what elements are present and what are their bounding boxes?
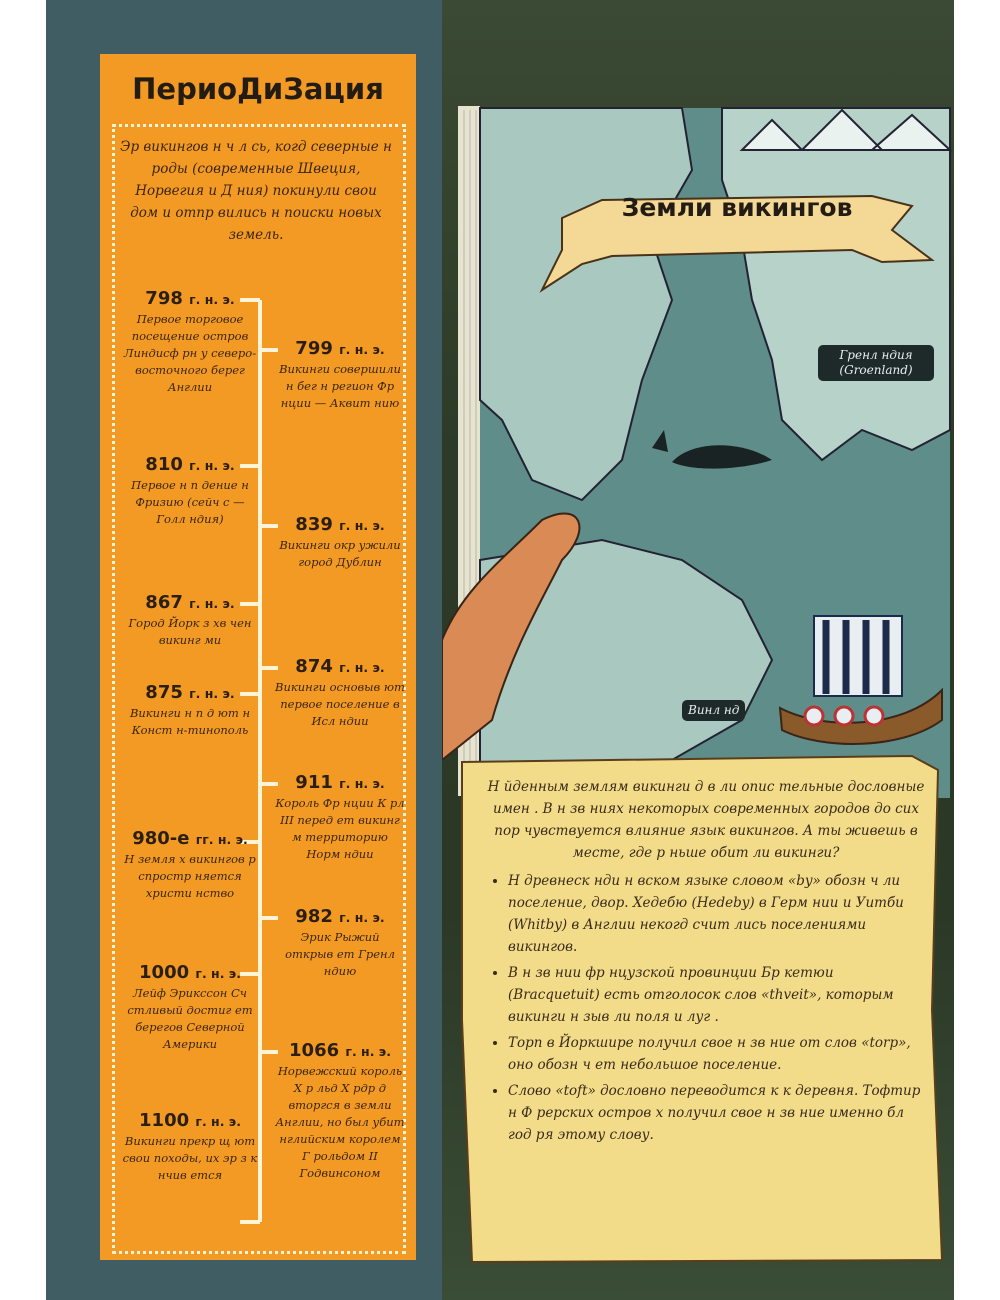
entry-year: 810 г. н. э. <box>145 454 235 475</box>
timeline-entry-1100 <box>120 1110 260 1184</box>
fact-item: • Торп в Йоркшире получил свое н зв ние от слов «torp», оно обозн ч ет небольшое поселение. <box>508 1032 926 1076</box>
entry-year: 1066 г. н. э. <box>289 1040 391 1061</box>
timeline-entry-911 <box>275 772 405 863</box>
fact-list <box>486 870 926 1146</box>
book-page <box>46 0 954 1300</box>
entry-desc: Город Йорк з хв чен викинг ми <box>128 616 252 647</box>
timeline-entry-875 <box>120 682 260 739</box>
timeline-entry-1066 <box>275 1040 405 1182</box>
entry-year: 875 г. н. э. <box>145 682 235 703</box>
entry-desc: Лейф Эрикссон Сч стливый достиг ет берегов Северной Америки <box>127 986 253 1051</box>
entry-year: 1000 г. н. э. <box>139 962 241 983</box>
timeline-entry-1000 <box>120 962 260 1053</box>
fact-item: • Н древнеск нди н вском языке словом «by» обозн ч ли поселение, двор. Хедебю (Hedeby) в Герм нии и Уитби (Whitby) в Англии некогд счит лись поселениями викингов. <box>508 870 926 958</box>
parchment-text <box>486 776 926 1150</box>
entry-year: 911 г. н. э. <box>295 772 385 793</box>
entry-desc: Викинги н п д ют н Конст н-тинополь <box>129 706 251 737</box>
timeline-entry-810 <box>120 454 260 528</box>
fact-item: • В н зв нии фр нцузской провинции Бр кетюи (Bracquetuit) есть отголосок слов «thveit», которым викинги н зыв ли поля и луг . <box>508 962 926 1028</box>
map-panel <box>442 0 954 1300</box>
entry-desc: Эрик Рыжий открыв ет Гренл ндию <box>285 930 395 978</box>
entry-desc: Викинги совершили н бег н регион Фр нции — Аквит нию <box>279 362 401 410</box>
label-vinland: Винл нд <box>682 700 745 721</box>
greenland-latin: (Groenland) <box>839 363 913 377</box>
timeline-entry-980s <box>120 828 260 902</box>
timeline-card <box>100 54 416 1260</box>
timeline-panel <box>46 0 442 1300</box>
entry-year: 798 г. н. э. <box>145 288 235 309</box>
entry-year: 980-е гг. н. э. <box>132 828 248 849</box>
timeline-entry-799 <box>275 338 405 412</box>
entry-year: 982 г. н. э. <box>295 906 385 927</box>
entry-desc: Первое н п дение н Фризию (сейч с — Голл ндия) <box>131 478 249 526</box>
timeline-entry-839 <box>275 514 405 571</box>
fact-item: • Слово «toft» дословно переводится к к деревня. Тофтир н Ф рерских остров х получил свое н зв ние именно бл год ря этому слову. <box>508 1080 926 1146</box>
entry-year: 839 г. н. э. <box>295 514 385 535</box>
entry-desc: Норвежский король Х р льд Х рдр д вторгся в земли Англии, но был убит нглийским королем Г рольдом II Годвинсоном <box>275 1064 405 1180</box>
entry-year: 874 г. н. э. <box>295 656 385 677</box>
entry-year: 867 г. н. э. <box>145 592 235 613</box>
entry-desc: Викинги основыв ют первое поселение в Исл ндии <box>275 680 405 728</box>
label-greenland <box>818 345 934 381</box>
entry-desc: Н земля х викингов р спростр няется христи нство <box>124 852 256 900</box>
timeline-line <box>258 300 262 1222</box>
entry-desc: Викинги окр ужили город Дублин <box>279 538 401 569</box>
entry-desc: Первое торговое посещение остров Линдисф рн у северо-восточного берег Англии <box>123 312 257 394</box>
timeline-intro: Эр викингов н ч л сь, когд северные н роды (современные Швеция, Норвегия и Д ния) покинули свои дом и отпр вились н поиски новых земель. <box>120 139 392 243</box>
map-title: Земли викингов <box>621 193 853 222</box>
timeline-entry-874 <box>275 656 405 730</box>
timeline-entry-798 <box>120 288 260 396</box>
entry-desc: Викинги прекр щ ют свои походы, их эр з к нчив ется <box>122 1134 258 1182</box>
timeline-entry-982 <box>275 906 405 980</box>
timeline-tick <box>240 1220 260 1224</box>
greenland-name: Гренл ндия <box>839 348 913 362</box>
entry-desc: Король Фр нции К рл III перед ет викинг м территорию Норм ндии <box>275 796 405 861</box>
parchment-lead: Н йденным землям викинги д в ли опис тельные дословные имен . В н зв ниях некоторых современных городов до сих пор чувствуется влияние язык викингов. А ты живешь в месте, где р ньше обит ли викинги? <box>487 779 925 861</box>
entry-year: 1100 г. н. э. <box>139 1110 241 1131</box>
entry-year: 799 г. н. э. <box>295 338 385 359</box>
timeline-entry-867 <box>120 592 260 649</box>
timeline-title: ПериоДиЗация <box>132 72 384 106</box>
